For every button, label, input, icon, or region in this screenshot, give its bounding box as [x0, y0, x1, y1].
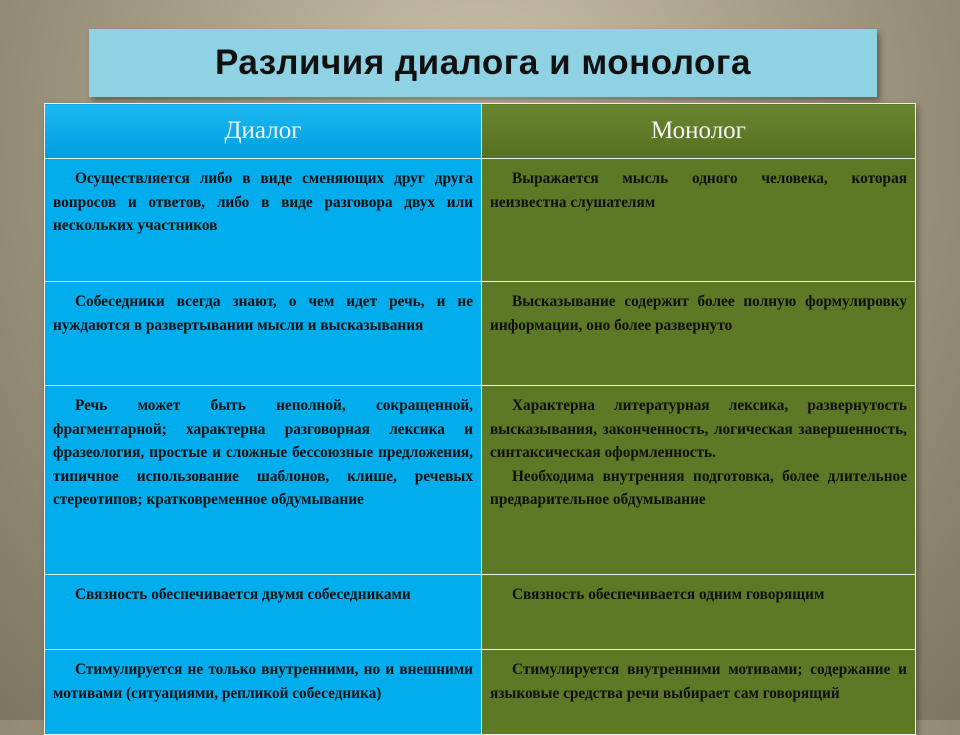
cell-text: Стимулируется внутренними мотивами; содержание и языковые средства речи выбирает сам говорящий	[490, 661, 907, 702]
cell-text: Связность обеспечивается двумя собеседниками	[75, 586, 411, 603]
monolog-cell	[482, 386, 916, 575]
header-monolog: Монолог	[482, 104, 916, 159]
monolog-cell	[482, 159, 916, 282]
monolog-cell	[482, 282, 916, 386]
cell-text: Высказывание содержит более полную формулировку информации, оно более развернуто	[490, 293, 907, 334]
cell-text: Собеседники всегда знают, о чем идет речь, и не нуждаются в развертывании мысли и высказывания	[53, 293, 473, 334]
table-row	[45, 575, 916, 650]
cell-text: Характерна литературная лексика, развернутость высказывания, законченность, логическая завершенность, синтаксическая оформленность.	[490, 397, 907, 461]
slide-title: Различия диалога и монолога	[215, 43, 751, 82]
cell-text: Связность обеспечивается одним говорящим	[512, 586, 825, 603]
comparison-table	[44, 103, 916, 735]
cell-text: Осуществляется либо в виде сменяющих друг друга вопросов и ответов, либо в виде разговора двух или нескольких участников	[53, 170, 473, 234]
cell-text: Стимулируется не только внутренними, но и внешними мотивами (ситуациями, репликой собеседника)	[53, 661, 473, 702]
cell-text: Речь может быть неполной, сокращенной, фрагментарной; характерна разговорная лексика и фразеология, простые и сложные бессоюзные предложения, типичное использование шаблонов, клише, речевых стереотипов; кратковременное обдумывание	[53, 397, 473, 508]
monolog-cell	[482, 650, 916, 735]
table-row	[45, 650, 916, 735]
dialog-cell	[45, 650, 482, 735]
cell-text: Выражается мысль одного человека, которая неизвестна слушателям	[490, 170, 907, 211]
dialog-cell	[45, 575, 482, 650]
dialog-cell	[45, 159, 482, 282]
table-header-row	[45, 104, 916, 159]
table-row	[45, 282, 916, 386]
table-row	[45, 159, 916, 282]
slide-title-box	[89, 29, 877, 97]
header-dialog: Диалог	[45, 104, 482, 159]
table-row	[45, 386, 916, 575]
dialog-cell	[45, 386, 482, 575]
monolog-cell	[482, 575, 916, 650]
dialog-cell	[45, 282, 482, 386]
cell-text: Необходима внутренняя подготовка, более длительное предварительное обдумывание	[490, 467, 907, 508]
